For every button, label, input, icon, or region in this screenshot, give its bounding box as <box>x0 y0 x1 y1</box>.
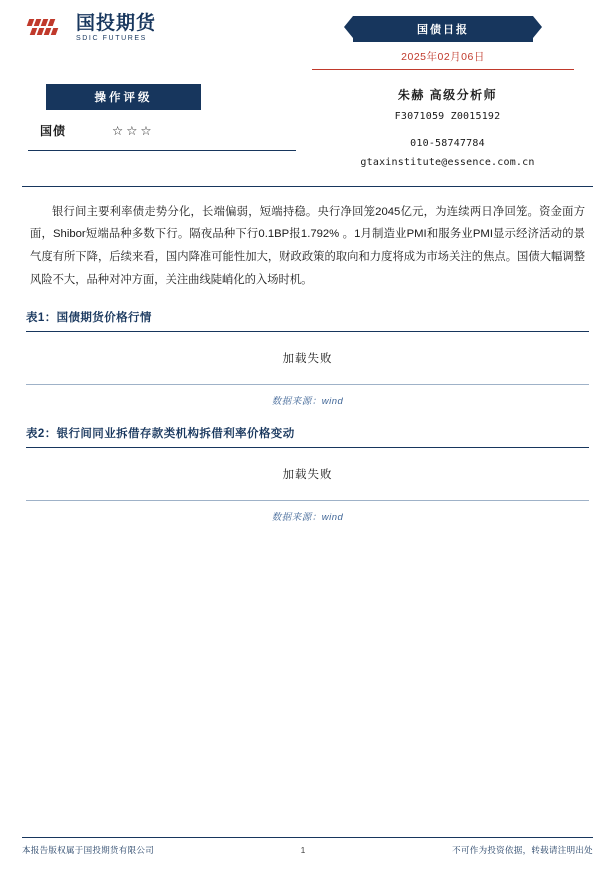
brand-name-en: SDIC FUTURES <box>76 34 147 42</box>
rating-block <box>22 84 302 151</box>
report-header <box>22 0 593 70</box>
analyst-name: 朱赫 高级分析师 <box>397 88 498 102</box>
rating-divider <box>28 150 296 151</box>
table-2-source: 数据来源：wind <box>271 512 344 524</box>
page-number: 1 <box>300 845 306 855</box>
report-title-block <box>293 14 593 70</box>
analyst-phone: 010-58747784 <box>410 137 485 149</box>
report-abstract: 银行间主要利率债走势分化，长端偏弱，短端持稳。央行净回笼2045亿元，为连续两日净回笼。资金面方面，Shibor短端品种多数下行。隔夜品种下行0.1BP报1.792% 。1月制造业PMI和服务业PMI显示经济活动的景气度有所下降，后续来看，国内降准可能性加大，财政政策的取向和力度将成为市场关注的焦点。国债大幅调整风险不大，品种对冲方面，关注曲线陡峭化的入场时机。 <box>30 205 585 286</box>
table-1-caption: 表1：国债期货价格行情 <box>26 309 589 332</box>
table-2-placeholder: 加载失败 <box>282 469 333 482</box>
footer-disclaimer: 不可作为投资依据，转载请注明出处 <box>452 845 593 855</box>
table-1-placeholder: 加载失败 <box>282 353 333 366</box>
report-date: 2025年02月06日 <box>312 49 574 70</box>
header-divider <box>22 186 593 187</box>
table-2-body <box>26 448 589 501</box>
table-2-caption: 表2：银行间同业拆借存款类机构拆借利率价格变动 <box>26 425 589 448</box>
analyst-license-code: F3071059 Z0015192 <box>394 110 501 122</box>
rating-row <box>22 122 302 139</box>
footer-copyright: 本报告版权属于国投期货有限公司 <box>22 845 155 855</box>
rating-instrument-label: 国债 <box>40 124 67 138</box>
analyst-info <box>302 84 593 172</box>
table-1-body <box>26 332 589 385</box>
logo-mark-icon <box>28 16 68 40</box>
brand-name-cn: 国投期货 <box>76 12 157 34</box>
analyst-email[interactable]: gtaxinstitute@essence.com.cn <box>360 156 535 168</box>
table-block-1 <box>22 309 593 407</box>
report-type-badge: 国债日报 <box>353 16 533 42</box>
rating-title: 操作评级 <box>46 84 201 110</box>
table-block-2 <box>22 425 593 523</box>
report-footer <box>22 837 593 856</box>
footer-divider <box>22 837 593 838</box>
rating-and-analyst <box>22 84 593 172</box>
brand-logo <box>22 14 156 42</box>
rating-stars: ☆☆☆ <box>112 124 155 138</box>
table-1-source: 数据来源：wind <box>271 396 344 408</box>
